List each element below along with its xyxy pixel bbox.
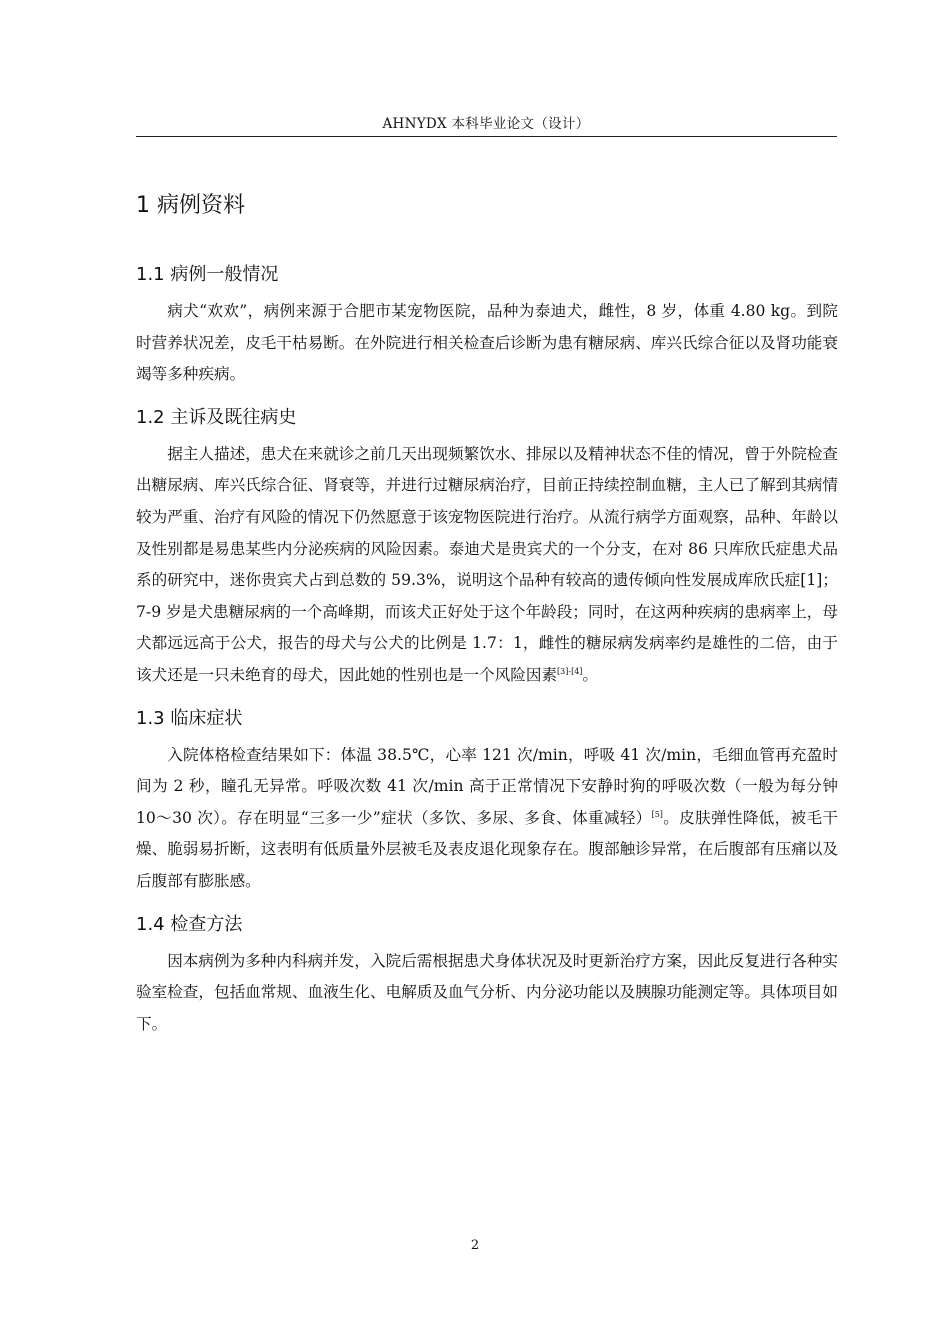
page-number: 2 [470,1238,480,1253]
page-header: AHNYDX 本科毕业论文（设计） [382,116,590,132]
citation-superscript: [3]-[4] [557,666,583,676]
section-paragraph: 因本病例为多种内科病并发，入院后需根据患犬身体状况及时更新治疗方案，因此反复进行各种实验室检查，包括血常规、血液生化、电解质及血气分析、内分泌功能以及胰腺功能测定等。具体项目如下。 [136,951,838,1033]
paragraph-tail: 。皮肤弹性降低，被毛干燥、脆弱易折断，这表明有低质量外层被毛及表皮退化现象存在。腹部触诊异常，在后腹部有压痛以及后腹部有膨胀感。 [136,808,838,890]
document-body [136,188,838,1052]
section-1-3 [136,704,838,898]
section-title: 1.2 主诉及既往病史 [136,406,297,428]
section-title: 1.3 临床症状 [136,707,243,729]
section-1-4 [136,910,838,1041]
section-paragraph: 病犬“欢欢”，病例来源于合肥市某宠物医院，品种为泰迪犬，雌性，8 岁，体重 4.80 kg。到院时营养状况差，皮毛干枯易断。在外院进行相关检查后诊断为患有糖尿病、库兴氏综合征以及肾功能衰竭等多种疾病。 [136,302,838,384]
section-paragraph [136,740,838,898]
chapter-title: 1 病例资料 [136,193,245,218]
citation-superscript: [5] [651,809,663,819]
paragraph-text: 据主人描述，患犬在来就诊之前几天出现频繁饮水、排尿以及精神状态不佳的情况，曾于外院检查出糖尿病、库兴氏综合征、肾衰等，并进行过糖尿病治疗，目前正持续控制血糖，主人已了解到其病情较为严重、治疗有风险的情况下仍然愿意于该宠物医院进行治疗。从流行病学方面观察，品种、年龄以及性别都是易患某些内分泌疾病的风险因素。泰迪犬是贵宾犬的一个分支，在对 86 只库欣氏症患犬品系的研究中，迷你贵宾犬占到总数的 59.3%，说明这个品种有较高的遗传倾向性发展成库欣氏症[1]；7-9 岁是犬患糖尿病的一个高峰期，而该犬正好处于这个年龄段；同时，在这两种疾病的患病率上，母犬都远远高于公犬，报告的母犬与公犬的比例是 1.7：1，雌性的糖尿病发病率约是雄性的二倍，由于该犬还是一只未绝育的母犬，因此她的性别也是一个风险因素 [136,444,838,684]
paragraph-text: 入院体格检查结果如下：体温 38.5℃，心率 121 次/min，呼吸 41 次/min，毛细血管再充盈时间为 2 秒，瞳孔无异常。呼吸次数 41 次/min 高于正常情况下安静时狗的呼吸次数（一般为每分钟 10～30 次）。存在明显“三多一少”症状（多饮、多尿、多食、体重减轻） [136,745,838,827]
section-1-2 [136,403,838,692]
section-title: 1.1 病例一般情况 [136,264,279,285]
header-rule [136,136,837,137]
section-paragraph [136,439,838,692]
section-title: 1.4 检查方法 [136,913,243,935]
section-1-1 [136,260,838,391]
paragraph-tail: 。 [582,665,599,684]
